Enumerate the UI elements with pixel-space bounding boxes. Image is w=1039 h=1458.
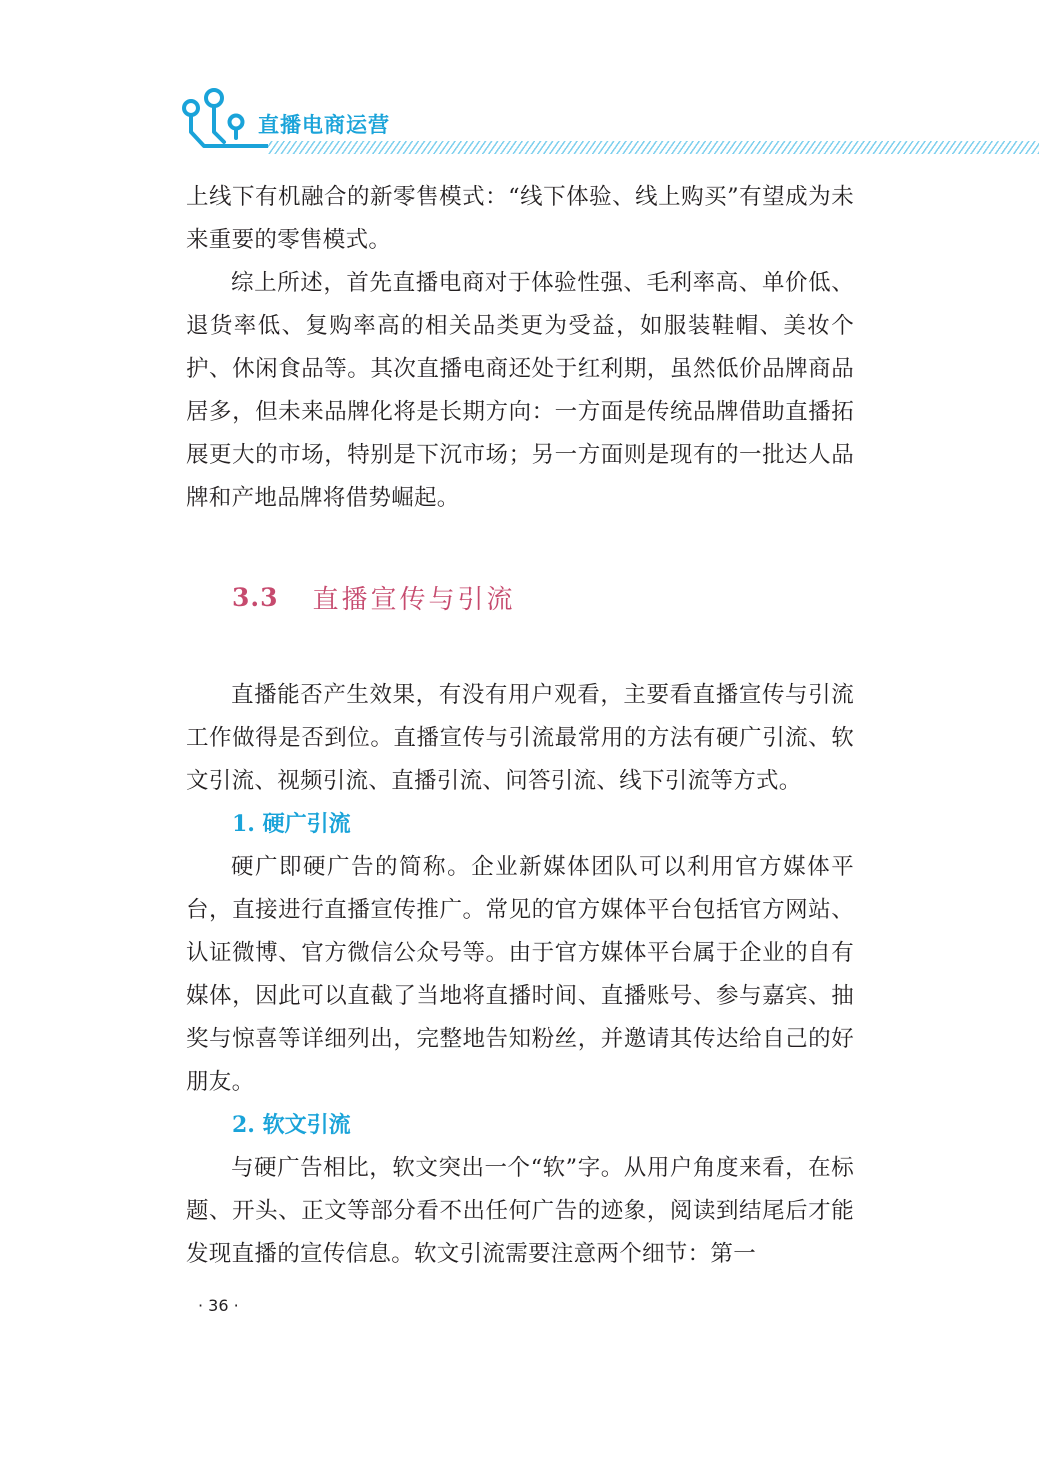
page-content xyxy=(186,176,854,1276)
subsection-text-hard-ads: 硬广即硬广告的简称。企业新媒体团队可以利用官方媒体平台，直接进行直播宣传推广。常见的官方媒体平台包括官方网站、认证微博、官方微信公众号等。由于官方媒体平台属于企业的自有媒体，因此可以直截了当地将直播时间、直播账号、参与嘉宾、抽奖与惊喜等详细列出，完整地告知粉丝，并邀请其传达给自己的好朋友。 xyxy=(186,854,854,1095)
section-heading xyxy=(186,572,854,622)
paragraph-summary: 综上所述，首先直播电商对于体验性强、毛利率高、单价低、退货率低、复购率高的相关品类更为受益，如服装鞋帽、美妆个护、休闲食品等。其次直播电商还处于红利期，虽然低价品牌商品居多，但未来品牌化将是长期方向：一方面是传统品牌借助直播拓展更大的市场，特别是下沉市场；另一方面则是现有的一批达人品牌和产地品牌将借势崛起。 xyxy=(186,270,854,511)
subsection-heading-hard-ads: 1. 硬广引流 xyxy=(232,811,351,837)
section-title: 直播宣传与引流 xyxy=(312,584,516,615)
page-number: · 36 · xyxy=(198,1296,239,1315)
section-intro-paragraph: 直播能否产生效果，有没有用户观看，主要看直播宣传与引流工作做得是否到位。直播宣传与引流最常用的方法有硬广引流、软文引流、视频引流、直播引流、问答引流、线下引流等方式。 xyxy=(186,682,854,794)
paragraph-continued: 上线下有机融合的新零售模式：“线下体验、线上购买”有望成为未来重要的零售模式。 xyxy=(186,184,854,253)
book-title: 直播电商运营 xyxy=(258,113,390,137)
page-header xyxy=(0,0,1039,170)
subsection-text-soft-article: 与硬广告相比，软文突出一个“软”字。从用户角度来看，在标题、开头、正文等部分看不出任何广告的迹象，阅读到结尾后才能发现直播的宣传信息。软文引流需要注意两个细节：第一 xyxy=(186,1155,854,1267)
subsection-heading-soft-article: 2. 软文引流 xyxy=(232,1112,351,1138)
section-number: 3.3 xyxy=(232,582,279,612)
header-hatch-band xyxy=(268,141,1039,154)
circuit-logo-icon xyxy=(176,86,271,158)
